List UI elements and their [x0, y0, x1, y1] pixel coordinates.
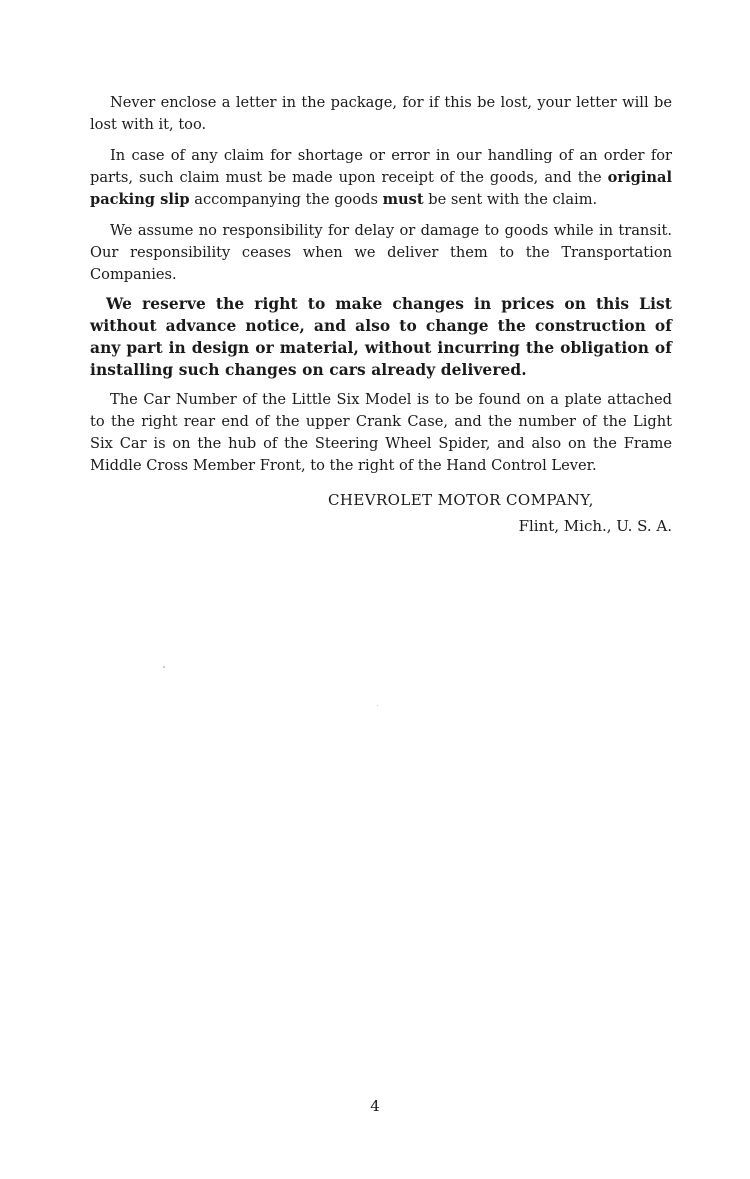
claims-text-start: In case of any claim for shortage or error in our handling of an order for parts, such claim must be made upon receipt of the goods, and the	[90, 147, 672, 186]
page-number: 4	[370, 1097, 380, 1115]
signature-place: Flint, Mich., U. S. A.	[518, 517, 672, 535]
claims-bold-must: must	[382, 191, 424, 208]
paragraph-price-changes-notice: We reserve the right to make changes in prices on this List without advance notice, and also to change the construction of any part in design or material, without incurring the obligation of installing such changes on cars already delivered.	[90, 295, 672, 379]
paragraph-letter-notice: Never enclose a letter in the package, for if this be lost, your letter will be lost with it, too.	[90, 94, 672, 133]
paragraph-car-number: The Car Number of the Little Six Model is to be found on a plate attached to the right rear end of the upper Crank Case, and the number of the Light Six Car is on the hub of the Steering Wheel Spider, and also on the Frame Middle Cross Member Front, to the right of the Hand Control Lever.	[90, 391, 672, 474]
scan-speck	[163, 666, 165, 668]
signature-block	[90, 487, 672, 539]
signature-company: CHEVROLET MOTOR COMPANY,	[328, 491, 594, 509]
paragraph-claims	[90, 145, 672, 211]
claims-bold-packing-slip: original packing slip	[90, 169, 672, 208]
claims-text-mid: accompanying the goods	[189, 191, 383, 208]
paragraph-responsibility: We assume no responsibility for delay or damage to goods while in transit. Our responsibility ceases when we deliver them to the Transportation Companies.	[90, 222, 672, 283]
scan-speck	[377, 705, 378, 706]
document-body	[90, 92, 672, 539]
claims-text-end: be sent with the claim.	[423, 191, 598, 208]
